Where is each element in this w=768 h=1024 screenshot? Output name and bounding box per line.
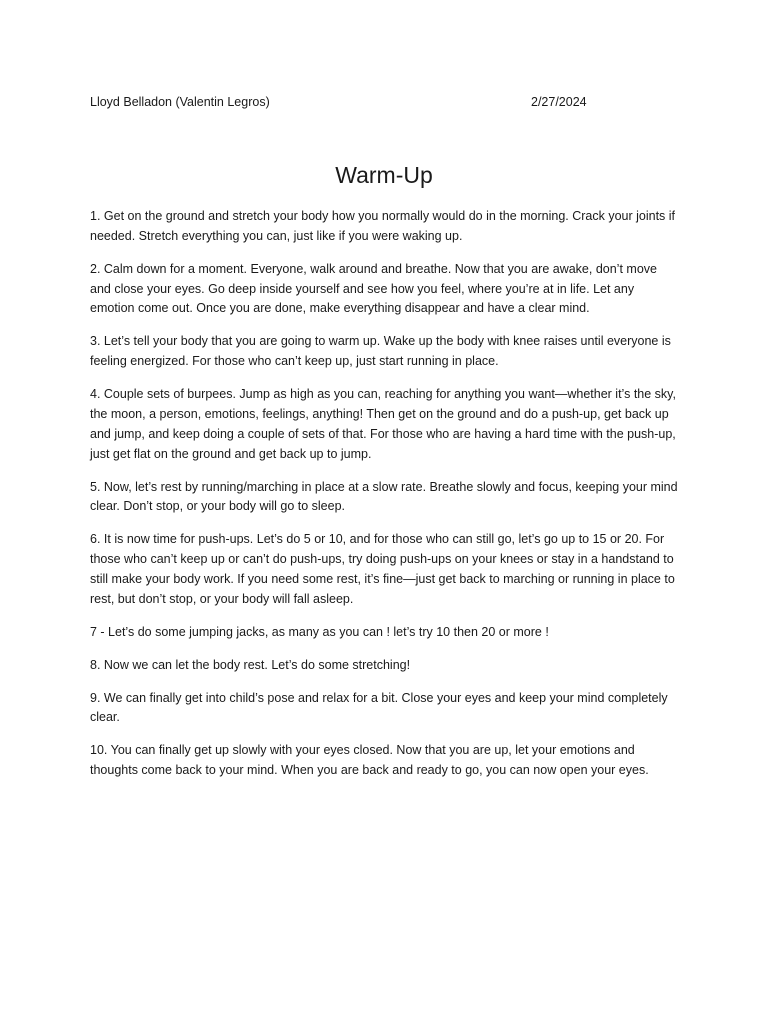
step-8: 8. Now we can let the body rest. Let’s do some stretching! (90, 657, 411, 672)
step-4: 4. Couple sets of burpees. Jump as high as you can, reaching for anything you want—whether it’s the sky, the moon, a person, emotions, feelings, anything! Then get on the ground and do a push-up, get back up and jump, and keep doing a couple of sets of that. For those who are having a hard time with the push-up, just get flat on the ground and get back up to jump. (90, 387, 676, 461)
step-1: 1. Get on the ground and stretch your body how you normally would do in the morning. Crack your joints if needed. Stretch everything you can, just like if you were waking up. (90, 209, 676, 243)
step-5: 5. Now, let’s rest by running/marching in place at a slow rate. Breathe slowly and focus, keeping your mind clear. Don’t stop, or your body will go to sleep. (90, 479, 678, 514)
document-date: 2/27/2024 (531, 95, 587, 109)
step-10: 10. You can finally get up slowly with your eyes closed. Now that you are up, let your emotions and thoughts come back to your mind. When you are back and ready to go, you can now open your eyes. (90, 743, 649, 778)
document-title: Warm-Up (335, 162, 433, 188)
document-header (90, 94, 610, 112)
step-3: 3. Let’s tell your body that you are going to warm up. Wake up the body with knee raises until everyone is feeling energized. For those who can’t keep up, just start running in place. (90, 334, 671, 369)
warm-up-steps (90, 207, 680, 794)
step-6: 6. It is now time for push-ups. Let’s do 5 or 10, and for those who can still go, let’s go up to 15 or 20. For those who can’t keep up or can’t do push-ups, try doing push-ups on your knees or stay in a handstand to still make your body work. If you need some rest, it’s fine—just get back to marching or running in place to rest, but don’t stop, or your body will fall asleep. (90, 532, 675, 606)
step-7: 7 - Let’s do some jumping jacks, as many as you can ! let’s try 10 then 20 or more ! (90, 624, 549, 639)
author-name: Lloyd Belladon (Valentin Legros) (90, 95, 270, 109)
step-2: 2. Calm down for a moment. Everyone, walk around and breathe. Now that you are awake, don’t move and close your eyes. Go deep inside yourself and see how you feel, where you’re at in life. Let any emotion come out. Once you are done, make everything disappear and have a clear mind. (90, 261, 657, 316)
step-9: 9. We can finally get into child’s pose and relax for a bit. Close your eyes and keep your mind completely clear. (90, 690, 668, 725)
